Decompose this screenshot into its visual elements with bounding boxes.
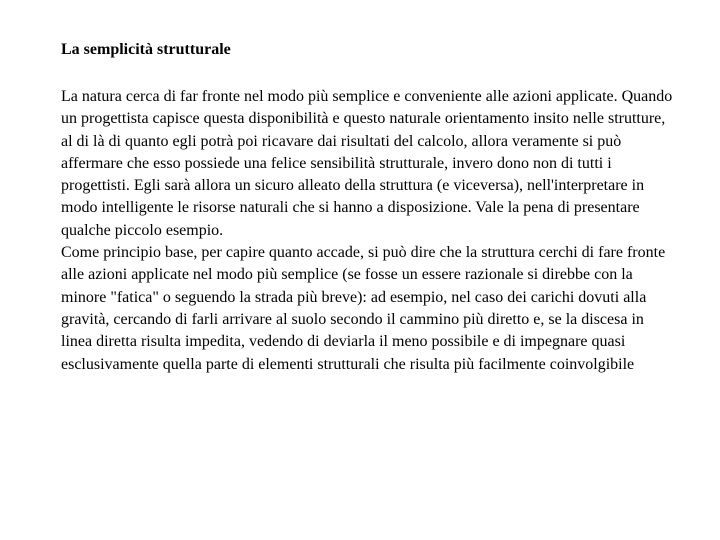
paragraph-intro: La natura cerca di far fronte nel modo più semplice e conveniente alle azioni applicate. Quando un progettista capisce questa disponibilità e questo naturale orientamento insito nelle strutture, al di là di quanto egli potrà poi ricavare dai risultati del calcolo, allora veramente si può affermare che esso possiede una felice sensibilità strutturale, invero dono non di tutti i progettisti. Egli sarà allora un sicuro alleato della struttura (e viceversa), nell'interpretare in modo intelligente le risorse naturali che si hanno a disposizione. Vale la pena di presentare qualche piccolo esempio. [61, 88, 673, 239]
document-title: La semplicità strutturale [61, 41, 231, 58]
paragraph-principle: Come principio base, per capire quanto accade, si può dire che la struttura cerchi di fare fronte alle azioni applicate nel modo più semplice (se fosse un essere razionale si direbbe con la minore "fatica" o seguendo la strada più breve): ad esempio, nel caso dei carichi dovuti alla gravità, cercando di farli arrivare al suolo secondo il cammino più diretto e, se la discesa in linea diretta risulta impedita, vedendo di deviarla il meno possibile e di impegnare quasi esclusivamente quella parte di elementi strutturali che risulta più facilmente coinvolgibile [61, 244, 666, 373]
document-page [61, 40, 673, 376]
